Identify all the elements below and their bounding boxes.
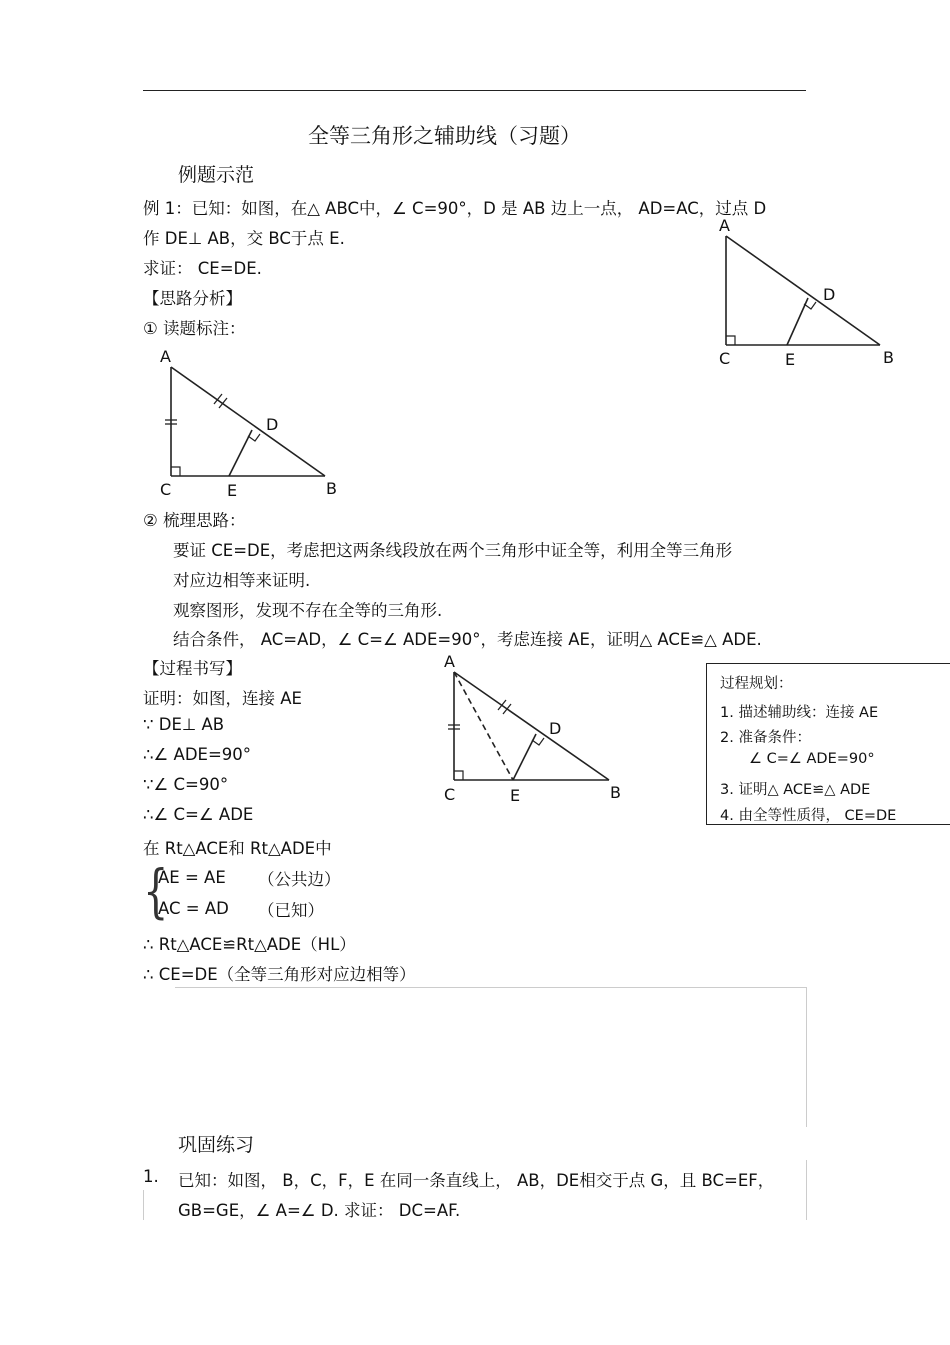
step-2: ② 梳理思路： <box>143 511 246 530</box>
system-brace: { <box>143 858 169 926</box>
practice-left-rule <box>143 1190 144 1220</box>
frame-right-rule <box>806 987 807 1127</box>
conclusion-1: ∴ Rt△ACE≌Rt△ADE（HL） <box>143 935 356 954</box>
system-note-2: （已知） <box>258 901 324 920</box>
reason-2: 对应边相等来证明. <box>173 571 311 590</box>
system-note-1: （公共边） <box>258 870 341 889</box>
practice-line-2: GB=GE，∠ A=∠ D. 求证： DC=AF. <box>178 1201 461 1220</box>
system-eq-2: AC = AD <box>158 899 229 918</box>
process-plan-box <box>706 663 950 825</box>
triangle-annotated <box>165 367 325 476</box>
plan-item-2: 2. 准备条件： <box>720 730 811 746</box>
practice-right-rule <box>806 1160 807 1220</box>
example-prove: 求证： CE=DE. <box>143 259 262 278</box>
label-a-fig2: A <box>160 347 171 366</box>
triangle-proof <box>448 672 609 780</box>
conclusion-2: ∴ CE=DE（全等三角形对应边相等） <box>143 965 416 984</box>
step-1: ① 读题标注： <box>143 319 246 338</box>
plan-item-4: 4. 由全等性质得， CE=DE <box>720 808 897 824</box>
proof-line-5: ∴∠ C=∠ ADE <box>143 805 254 824</box>
label-b-fig2: B <box>326 479 337 498</box>
page-title: 全等三角形之辅助线（习题） <box>308 124 581 148</box>
example-line-1: 例 1：已知：如图，在△ ABC中，∠ C=90°，D 是 AB 边上一点， AD=AC，过点 D <box>143 199 767 218</box>
header-rule <box>143 90 806 91</box>
proof-line-1: 证明：如图，连接 AE <box>143 689 302 708</box>
practice-number: 1. <box>143 1167 159 1186</box>
reason-4: 结合条件， AC=AD，∠ C=∠ ADE=90°，考虑连接 AE，证明△ ACE≌△ ADE. <box>173 630 762 649</box>
proof-line-6: 在 Rt△ACE和 Rt△ADE中 <box>143 839 332 858</box>
label-c-fig3: C <box>444 785 456 804</box>
proof-line-2: ∵ DE⊥ AB <box>143 715 225 734</box>
label-b-fig1: B <box>883 348 894 367</box>
section-example-heading: 例题示范 <box>178 164 255 186</box>
label-c-fig2: C <box>160 480 172 499</box>
proof-line-3: ∴∠ ADE=90° <box>143 745 252 764</box>
label-b-fig3: B <box>610 783 621 802</box>
example-line-2: 作 DE⊥ AB，交 BC于点 E. <box>143 229 345 248</box>
reason-1: 要证 CE=DE，考虑把这两条线段放在两个三角形中证全等，利用全等三角形 <box>173 541 733 560</box>
analysis-header: 【思路分析】 <box>143 289 242 308</box>
label-e-fig1: E <box>785 350 796 369</box>
process-header: 【过程书写】 <box>143 659 242 678</box>
label-d-fig1: D <box>823 285 836 304</box>
plan-item-2-detail: ∠ C=∠ ADE=90° <box>749 751 875 767</box>
plan-title: 过程规划： <box>720 676 793 692</box>
label-c-fig1: C <box>719 349 731 368</box>
label-e-fig3: E <box>510 786 521 805</box>
label-a-fig3: A <box>444 652 455 671</box>
proof-line-4: ∵∠ C=90° <box>143 775 229 794</box>
section-practice-heading: 巩固练习 <box>178 1134 255 1156</box>
label-a-fig1: A <box>719 216 730 235</box>
system-eq-1: AE = AE <box>158 868 226 887</box>
plan-item-1: 1. 描述辅助线：连接 AE <box>720 705 879 721</box>
label-e-fig2: E <box>227 481 238 500</box>
label-d-fig2: D <box>266 415 279 434</box>
practice-line-1: 已知：如图， B，C，F，E 在同一条直线上， AB，DE相交于点 G，且 BC=EF， <box>178 1171 775 1190</box>
plan-item-3: 3. 证明△ ACE≌△ ADE <box>720 782 871 798</box>
frame-top-rule <box>175 987 806 988</box>
triangle-main <box>726 236 880 345</box>
reason-3: 观察图形，发现不存在全等的三角形. <box>173 601 443 620</box>
label-d-fig3: D <box>549 719 562 738</box>
